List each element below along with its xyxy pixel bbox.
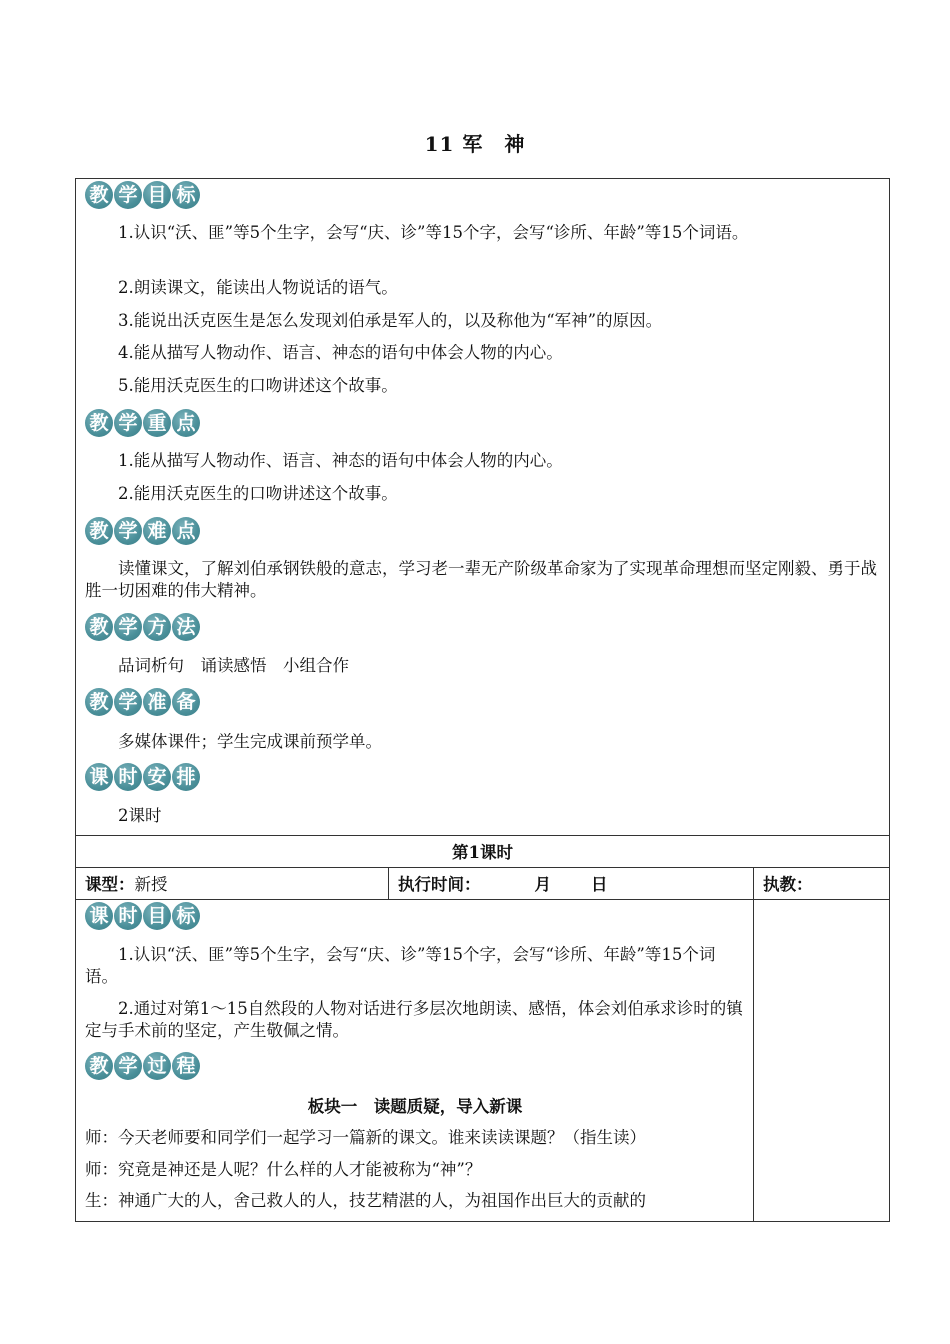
- badge-char: 教: [85, 688, 113, 716]
- dialogue-line-3: 生：神通广大的人，舍己救人的人，技艺精湛的人，为祖国作出巨大的贡献的: [85, 1191, 646, 1210]
- divider: [76, 899, 889, 900]
- lesson-type-label: 课型：: [85, 875, 135, 894]
- badge-char: 目: [143, 902, 171, 930]
- badge-teaching-goals: [85, 181, 201, 209]
- badge-char: 重: [143, 409, 171, 437]
- badge-preparation: [85, 688, 201, 716]
- teacher-label: 执教：: [763, 875, 813, 894]
- badge-char: 时: [114, 902, 142, 930]
- page-title: 11 军 神: [424, 132, 526, 156]
- divider: [388, 867, 389, 900]
- lesson-type: [85, 871, 168, 895]
- preparation-text: 多媒体课件；学生完成课前预学单。: [118, 732, 382, 751]
- divider: [76, 835, 889, 836]
- session-title: 第1课时: [452, 843, 513, 862]
- badge-char: 课: [85, 902, 113, 930]
- lesson-plan-table: [75, 178, 890, 1222]
- badge-char: 教: [85, 517, 113, 545]
- badge-char: 学: [114, 688, 142, 716]
- badge-char: 点: [172, 409, 200, 437]
- goal-item-5: 5.能用沃克医生的口吻讲述这个故事。: [118, 376, 398, 395]
- lesson-goal-2: 2.通过对第1～15自然段的人物对话进行多层次地朗读、感悟，体会刘伯承求诊时的镇定与手术前的坚定，产生敬佩之情。: [85, 999, 743, 1040]
- badge-char: 安: [143, 763, 171, 791]
- badge-char: 排: [172, 763, 200, 791]
- divider: [753, 867, 754, 1221]
- badge-teaching-process: [85, 1052, 201, 1080]
- dialogue-line-1: 师：今天老师要和同学们一起学习一篇新的课文。谁来读读课题？（指生读）: [85, 1128, 646, 1147]
- badge-char: 备: [172, 688, 200, 716]
- badge-methods: [85, 613, 201, 641]
- badge-char: 准: [143, 688, 171, 716]
- badge-char: 难: [143, 517, 171, 545]
- block-one-title: 板块一 读题质疑，导入新课: [307, 1097, 523, 1116]
- difficulties-text: 读懂课文，了解刘伯承钢铁般的意志，学习老一辈无产阶级革命家为了实现革命理想而坚定刚毅、勇于战胜一切困难的伟大精神。: [85, 559, 877, 600]
- badge-char: 教: [85, 181, 113, 209]
- lesson-type-value: 新授: [134, 875, 168, 894]
- badge-char: 教: [85, 613, 113, 641]
- goal-item-3: 3.能说出沃克医生是怎么发现刘伯承是军人的，以及称他为“军神”的原因。: [118, 311, 663, 330]
- badge-char: 课: [85, 763, 113, 791]
- badge-char: 法: [172, 613, 200, 641]
- badge-char: 目: [143, 181, 171, 209]
- key-point-2: 2.能用沃克医生的口吻讲述这个故事。: [118, 484, 398, 503]
- lesson-goal-1: 1.认识“沃、匪”等5个生字，会写“庆、诊”等15个字，会写“诊所、年龄”等15个词语。: [85, 945, 716, 986]
- execution-time: [398, 871, 608, 895]
- badge-char: 教: [85, 409, 113, 437]
- methods-text: 品词析句 诵读感悟 小组合作: [118, 656, 349, 675]
- goal-item-1: 1.认识“沃、匪”等5个生字，会写“庆、诊”等15个字，会写“诊所、年龄”等15个词语。: [118, 223, 749, 242]
- badge-key-points: [85, 409, 201, 437]
- badge-difficulties: [85, 517, 201, 545]
- badge-char: 学: [114, 613, 142, 641]
- badge-char: 学: [114, 409, 142, 437]
- badge-char: 时: [114, 763, 142, 791]
- badge-schedule: [85, 763, 201, 791]
- badge-char: 教: [85, 1052, 113, 1080]
- day-label: 日: [591, 875, 608, 894]
- month-label: 月: [534, 875, 551, 894]
- badge-char: 标: [172, 181, 200, 209]
- badge-char: 程: [172, 1052, 200, 1080]
- goal-item-2: 2.朗读课文，能读出人物说话的语气。: [118, 278, 398, 297]
- goal-item-4: 4.能从描写人物动作、语言、神态的语句中体会人物的内心。: [118, 343, 563, 362]
- execution-time-label: 执行时间：: [398, 875, 481, 894]
- badge-char: 标: [172, 902, 200, 930]
- key-point-1: 1.能从描写人物动作、语言、神态的语句中体会人物的内心。: [118, 451, 563, 470]
- badge-char: 学: [114, 517, 142, 545]
- dialogue-line-2: 师：究竟是神还是人呢？什么样的人才能被称为“神”？: [85, 1160, 482, 1179]
- badge-char: 过: [143, 1052, 171, 1080]
- badge-char: 方: [143, 613, 171, 641]
- badge-char: 点: [172, 517, 200, 545]
- badge-lesson-goals: [85, 902, 201, 930]
- schedule-text: 2课时: [118, 806, 162, 825]
- divider: [76, 867, 889, 868]
- badge-char: 学: [114, 181, 142, 209]
- badge-char: 学: [114, 1052, 142, 1080]
